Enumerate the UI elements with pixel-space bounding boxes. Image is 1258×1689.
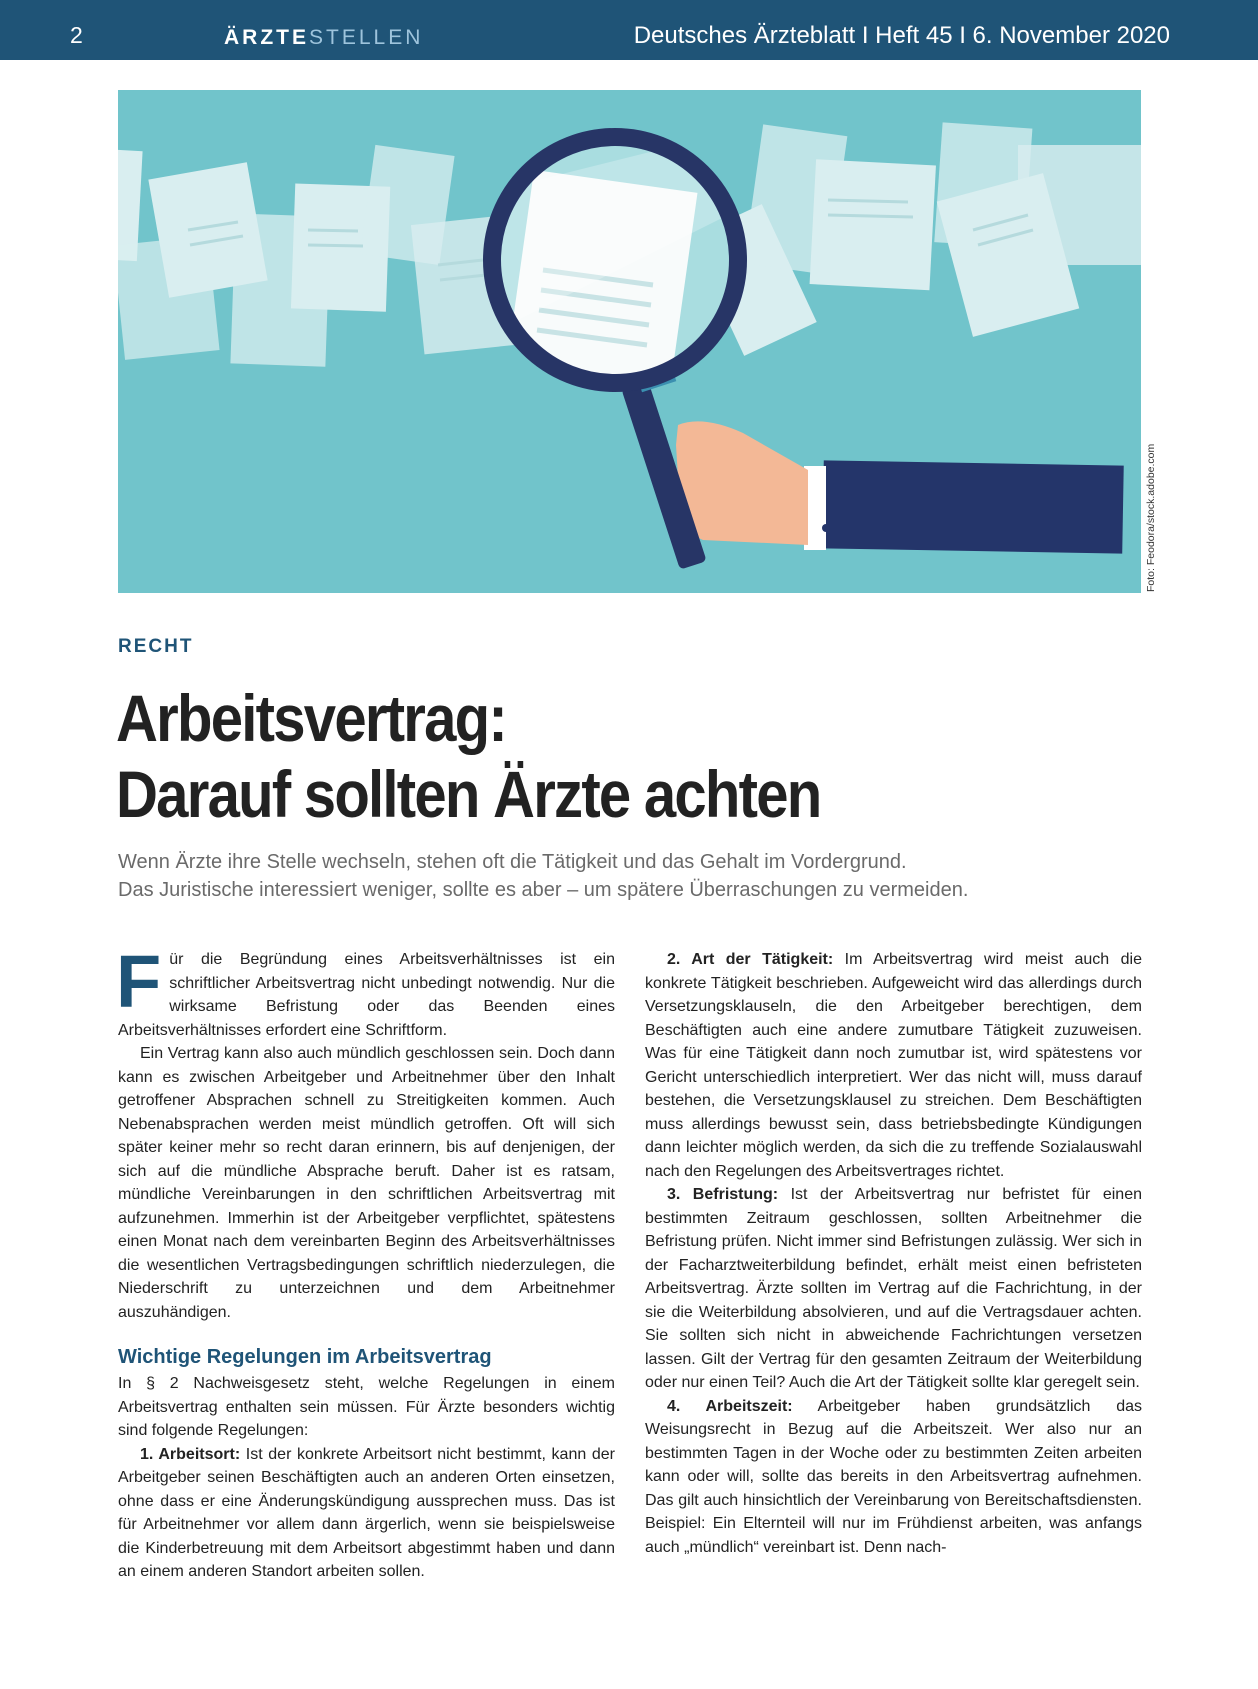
article-column-left <box>116 940 615 1584</box>
title-line-2: Darauf sollten Ärzte achten <box>116 757 821 831</box>
paragraph-intro <box>116 940 615 1042</box>
article-column-right <box>645 948 1142 1559</box>
page-number: 2 <box>70 22 83 48</box>
brand-part-1: ÄRZTE <box>224 26 309 49</box>
lead-line-2: Das Juristische interessiert weniger, sollte es aber – um spätere Überraschungen zu vermeiden. <box>118 879 969 901</box>
drop-cap: F <box>116 940 162 1023</box>
article-title <box>116 680 1022 832</box>
issue-info: Deutsches Ärzteblatt I Heft 45 I 6. November 2020 <box>633 22 1170 49</box>
page-header-bar <box>0 0 1258 60</box>
paragraph-intro-text: ür die Begründung eines Arbeitsverhältnisses ist ein schriftlicher Arbeitsvertrag nicht unbedingt notwendig. Nur die wirksame Befristung oder das Beenden eines Arbeitsverhältnisses erfordert eine Schriftform. <box>118 951 615 1039</box>
brand-part-2: STELLEN <box>309 26 424 49</box>
rule-item-befristung <box>645 1183 1142 1395</box>
rule-text: Im Arbeitsvertrag wird meist auch die konkrete Tätigkeit beschrieben. Aufgeweicht wird das allerdings durch Versetzungsklauseln, die den Arbeitgeber berechtigen, dem Beschäftigten auch eine andere zumutbare Tätigkeit zuzuweisen. Was für eine Tätigkeit dann noch zumutbar ist, wird spätestens vor Gericht unterschiedlich interpretiert. Wer das nicht will, muss darauf bestehen, die Versetzungsklausel zu streichen. Dem Beschäftigten muss allerdings bewusst sein, dass betriebsbedingte Kündigungen dann leichter möglich werden, da sich die zu treffende Sozialauswahl nach den Regelungen des Arbeitsvertrages richtet. <box>645 951 1142 1180</box>
photo-credit: Foto: Feodora/stock.adobe.com <box>1145 443 1157 592</box>
rule-item-arbeitsort <box>118 1443 615 1584</box>
lead-line-1: Wenn Ärzte ihre Stelle wechseln, stehen oft die Tätigkeit und das Gehalt im Vordergrund. <box>118 851 907 873</box>
rule-item-arbeitszeit <box>645 1395 1142 1560</box>
paragraph: Ein Vertrag kann also auch mündlich geschlossen sein. Doch dann kann es zwischen Arbeitgeber und Arbeitnehmer über den Inhalt getroffener Absprachen schnell zu Streitigkeiten kommen. Auch Nebenabsprachen werden meist mündlich getroffen. Oft will sich später keiner mehr so recht daran erinnern, bis auf denjenigen, der sich auf die mündliche Absprache beruft. Daher ist es ratsam, mündliche Vereinbarungen in den schriftlichen Arbeitsvertrag mit aufzunehmen. Immerhin ist der Arbeitgeber verpflichtet, spätestens einen Monat nach dem vereinbarten Beginn des Arbeitsverhältnisses die wesentlichen Vertragsbedingungen schriftlich niederzulegen, die Niederschrift zu unterzeichnen und dem Arbeitnehmer auszuhändigen. <box>118 1045 615 1321</box>
rule-label: 4. Arbeitszeit: <box>667 1397 793 1415</box>
hand-sleeve <box>676 421 1124 553</box>
rule-text: Arbeitgeber haben grundsätzlich das Weisungsrecht in Bezug auf die Arbeitszeit. Wer also nur an bestimmten Tagen in der Woche oder zu bestimmten Zeiten arbeiten kann oder will, sollte das bereits in den Arbeitsvertrag aufnehmen. Das gilt auch hinsichtlich der Vereinbarung von Bereitschaftsdiensten. Beispiel: Ein Elternteil will nur im Frühdienst arbeiten, was anfangs auch „mündlich“ vereinbart ist. Denn nach- <box>645 1397 1142 1556</box>
rule-label: 1. Arbeitsort: <box>140 1445 241 1463</box>
rule-label: 2. Art der Tätigkeit: <box>667 951 834 968</box>
brand-logo <box>224 26 423 50</box>
article-kicker: RECHT <box>118 636 194 657</box>
rule-text: Ist der Arbeitsvertrag nur befristet für einen bestimmten Zeitraum geschlossen, sollten Arbeitnehmer die Befristung prüfen. Nicht immer sind Befristungen zulässig. Wer sich in der Facharztweiterbildung befindet, erhält meist einen befristeten Arbeitsvertrag. Ärzte sollten im Vertrag auf die Fachrichtung, in der sie die Weiterbildung absolvieren, und auf die Vertragsdauer achten. Sie sollten sich nicht in abweichende Fachrichtungen versetzen lassen. Gilt der Vertrag für den gesamten Zeitraum der Weiterbildung oder nur einen Teil? Auch die Art der Tätigkeit sollte klar geregelt sein. <box>645 1186 1142 1391</box>
article-lead <box>118 848 1158 904</box>
rule-text: Ist der konkrete Arbeitsort nicht bestimmt, kann der Arbeitgeber seinen Beschäftigten auch an anderen Orten einsetzen, ohne dass er eine Änderungskündigung aussprechen muss. Das ist für Arbeitnehmer vor allem dann ärgerlich, wenn sie beispielsweise die Kinderbetreuung mit dem Arbeitsort abgestimmt haben und dann an einem anderen Standort arbeiten sollen. <box>118 1445 615 1580</box>
hero-illustration <box>118 90 1141 593</box>
magnifier-documents-illustration <box>118 90 1141 593</box>
rule-label: 3. Befristung: <box>667 1186 779 1203</box>
section-heading: Wichtige Regelungen im Arbeitsvertrag <box>118 1346 492 1368</box>
rule-item-taetigkeit <box>645 948 1142 1183</box>
title-line-1: Arbeitsvertrag: <box>116 681 506 755</box>
paragraph: In § 2 Nachweisgesetz steht, welche Regelungen in einem Arbeitsvertrag enthalten sein müssen. Für Ärzte besonders wichtig sind folgende Regelungen: <box>118 1375 615 1439</box>
